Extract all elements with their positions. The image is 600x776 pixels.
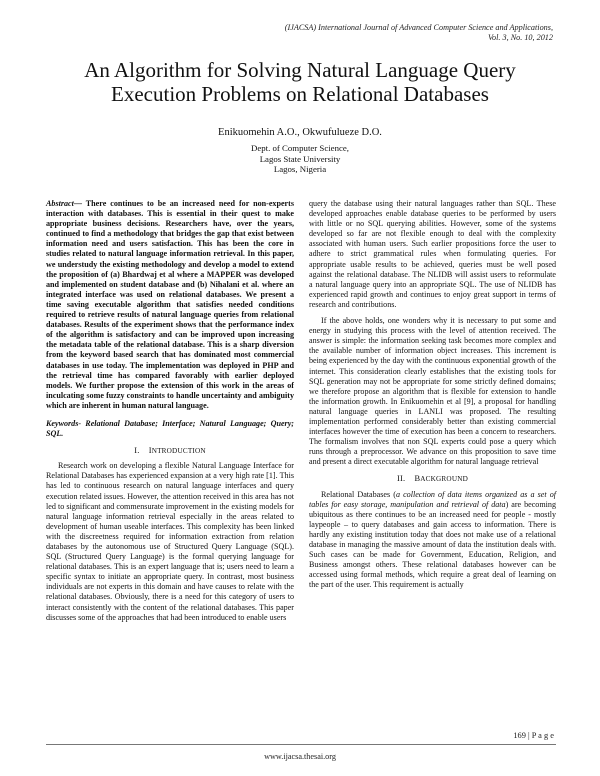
- journal-header: [153, 23, 553, 43]
- journal-volume: Vol. 3, No. 10, 2012: [487, 33, 553, 42]
- background-paragraph: [309, 490, 556, 591]
- footer-divider: [46, 744, 556, 745]
- page-number: 169 | P a g e: [513, 731, 554, 740]
- intro-paragraph-1-continued: query the database using their natural languages rather than SQL. These developed approaches enable database queries to be performed by users with little or no SQL querying abilities. However, some of the systems developed so far are not flexible enough to deal with the complexity associated with human users. Such earlier propositions force the user to adhere to strict grammatical rules when formulating queries. For appropriate usable results to be achieved, queries must be well posed against the relational database. The NLIDB will assist users to reformulate a natural language query into an appropriate SQL. The use of NLIDB has experienced rapid growth and continues to enjoy great support in terms of research and contributions.: [309, 199, 556, 309]
- section-heading-background: [309, 474, 556, 484]
- abstract: [46, 199, 294, 411]
- authors: Enikuomehin A.O., Okwufulueze D.O.: [218, 127, 382, 138]
- left-column: [46, 199, 294, 623]
- intro-paragraph-2: If the above holds, one wonders why it is necessary to put some and energy in studying this process with the level of attention received. The answer is simple: the information seeking task becomes more complex and the available number of information object increases. This increment is being experienced by the day with the continuous exponential growth of the internet. This consideration clearly establishes that the existing tools for SQL generation may not be appropriate for some strictly defined domains; we therefore propose an algorithm that is flexible for extension to handle the information growth. In Enikuomehin et al [9], a proposal for handling natural language queries in LANLI was proposed. The resulting implementation performed considerably better than existing commercial interfaces however the time of execution has been a concern to researchers. The formalism involves that non SQL experts could pose a query which runs through a preprocessor. We advance on this proposition to save time and present a direct executable algorithm for natural language retrieval: [309, 316, 556, 467]
- section-title-first: B: [414, 474, 421, 484]
- background-text-rest: ) are becoming ubiquitous as there continues to be an increased need for people - mostly laypeople – to query databases and gain access to information. There is hardly any existing institution today that does not make use of a relational database in managing the massive amount of data the institution deals with. Such cases can be made for Government, Education, Religion, and Business amongst others. These relational databases however can be accessed using formal methods, which require a great deal of learning on the part of the user. This requirement is actually: [309, 499, 556, 590]
- intro-paragraph-1: Research work on developing a flexible Natural Language Interface for Relational Databases has experienced expansion at a very high rate [1]. This has led to continuous research on natural language interfaces and query execution related issues. However, the attention received in this area has not led to significant and commensurate improvement in the existing models for natural language information retrieval especially in the areas related to development of human useable interfaces. This complexity has been linked with the discreetness required for information extraction from relation databases by the autonomous use of Structured Query Language (SQL). SQL (Structured Query Language) is the formal querying language for relational databases. This is an expert language that is; users need to learn a specific syntax to initiate an appropriate query. In contrast, most business individuals are not experts in this domain and have causes to relate with the relational databases. Obviously, there is a need for this category of users to interact consistently with the content of the relational databases. This paper discusses some of the approaches that had been introduced to enable users: [46, 461, 294, 622]
- journal-url: www.ijacsa.thesai.org: [264, 752, 336, 761]
- right-column: [309, 199, 556, 590]
- journal-name: (IJACSA) International Journal of Advanced Computer Science and Applications,: [284, 23, 553, 32]
- section-title-rest: ACKGROUND: [420, 475, 468, 484]
- abstract-text: — There continues to be an increased need for non-experts interaction with databases. This is essential in their quest to make appropriate business decisions. Researchers have, over the years, continued to find a methodology that bridges the gap that exist between information need and users satisfaction. This has been the core in studies related to natural language information retrieval. In this paper, we understudy the existing methodology and develop a model to extend the proposition of (a) Bhardwaj et al where a MAPPER was developed and implemented on student database and (b) Nihalani et al. where an integrated interface was used on relational databases. We present a time saving executable algorithm that satisfies needed conditions required to retrieve results of natural language queries from relational databases. Results of the experiment shows that the performance index of the algorithm is satisfactory and can be improved upon increasing the metadata table of the relational database. This is a sharp diversion from the keyword based search that has dominated most commercial databases in use today. The implementation was deployed in PHP and the retrieval time has compared favorably with earlier deployed models. We further propose the extension of this work in the areas of inculcating some fuzzy constraints to handle uncertainty and ambiguity which are inherent in human natural language.: [46, 199, 294, 410]
- background-text-start: Relational Databases (: [321, 489, 396, 499]
- paper-title: An Algorithm for Solving Natural Language Query Execution Problems on Relational Databases: [84, 58, 516, 106]
- affiliation-city: Lagos, Nigeria: [273, 164, 327, 174]
- section-title-rest: NTRODUCTION: [151, 447, 206, 456]
- section-title-first: I: [148, 446, 152, 456]
- section-numeral: I.: [134, 446, 140, 456]
- keywords: Keywords- Relational Database; Interface; Natural Language; Query; SQL.: [46, 418, 294, 439]
- abstract-label: Abstract: [46, 199, 74, 208]
- section-heading-introduction: [46, 446, 294, 456]
- background-italic-definition: a collection of data items organized as a set of tables for easy storage, manipulation and retrieval of data: [309, 489, 556, 509]
- section-numeral: II.: [397, 474, 406, 484]
- affiliation-dept: Dept. of Computer Science,: [251, 143, 349, 153]
- affiliation: [0, 143, 600, 175]
- affiliation-university: Lagos State University: [259, 153, 341, 164]
